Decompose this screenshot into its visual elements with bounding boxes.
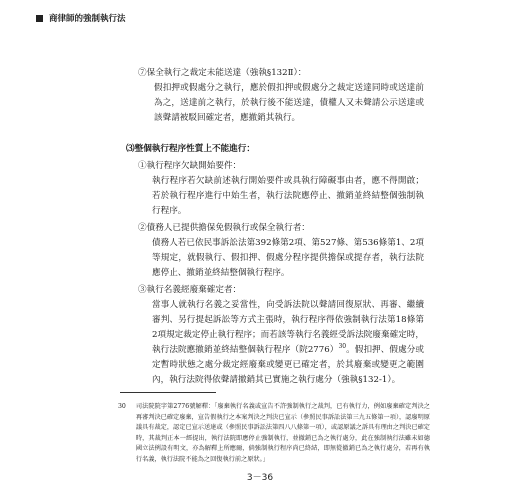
item-7 [138,66,424,126]
footnote-number: 30 [118,403,126,410]
sub-item-2-body: 債務人若已依民事訴訟法第392條第2項、第527條、第536條第1、2項等規定，就假執行、假扣押、假處分程序提供擔保或提存者，執行法院應停止、撤銷並終結整個執行程序。 [152,238,424,278]
section-3-title: ⑶整個執行程序性質上不能進行： [126,144,255,154]
running-header [36,12,484,24]
sub-item-3-body [138,298,424,388]
header-square-icon [36,15,43,22]
item-7-label: ⑦保全執行之裁定未能送達（強執§132Ⅱ）： [138,68,307,78]
page-number: 3－36 [246,473,274,483]
page-body [126,66,424,388]
footnote-ref[interactable]: 30 [338,343,347,351]
sub-item-1-body: 執行程序若欠缺前述執行開始要件或具執行障礙事由者，應不得開啟；若於執行程序進行中始生者，執行法院應停止、撤銷並終結整個強制執行程序。 [152,176,424,216]
sub-item-3-text: 當事人就執行名義之妥當性，向受訴法院以聲請回復原狀、再審、繼續審判、另行提起訴訟等方式主張時，執行程序得依強制執行法第18條第2項規定裁定停止執行程序；而若該等執行名義經受訴法院廢棄確定時，執行法院應撤銷並終結整個執行程序（院2776） [152,300,424,355]
sub-item-3-text-after: 。假扣押、假處分或定暫時狀態之處分裁定經廢棄或變更已確定者，於其廢棄或變更之範圍內，執行法院得依聲請撤銷其已實施之執行處分（強執§132-1）。 [152,345,424,385]
footnote [118,402,430,465]
header-title: 商律師的強制執行法 [49,14,126,24]
sub-item-2-title: ②債務人已提供擔保免假執行或保全執行者： [138,223,310,233]
footnote-divider [120,392,216,393]
item-7-body: 假扣押或假處分之執行，應於假扣押或假處分之裁定送達同時或送達前為之，送達前之執行，於執行後不能送達，債權人又未聲請公示送達或該聲請被駁回確定者，應撤銷其執行。 [154,83,424,123]
sub-item-1-title: ①執行程序欠缺開始要件： [138,161,242,171]
sub-item-3 [138,283,424,388]
sub-item-2 [138,221,424,281]
sub-item-1 [138,159,424,219]
sub-item-3-title: ③執行名義經廢棄確定者： [138,285,242,295]
footnote-text: 司法院院字第2776號解釋：「廢棄執行名義或宣告不許強制執行之裁判，已有執行力，例如廢棄確定判決之再審判決已確定廢棄，宣告假執行之本案判決之判決已宣示（參照民事訴訟法第三九五條第一項），認廢明原議具有裁定，認定已宣示送達或（參照民事訴訟法第四八八條第一項），或認原議之訴具有理由之判決已確定時，其裁判正本一經提出，執行法院即應停止強制執行，並撤銷已為之執行處分，此在強制執行法雖未如德國立法例設有明文，亦為解釋上所應爾，倘強制執行程序尚已終結，即無從撤銷已為之執行處分，若再有執行名義，執行法院不能為之回復執行前之原狀。」 [135,403,430,463]
